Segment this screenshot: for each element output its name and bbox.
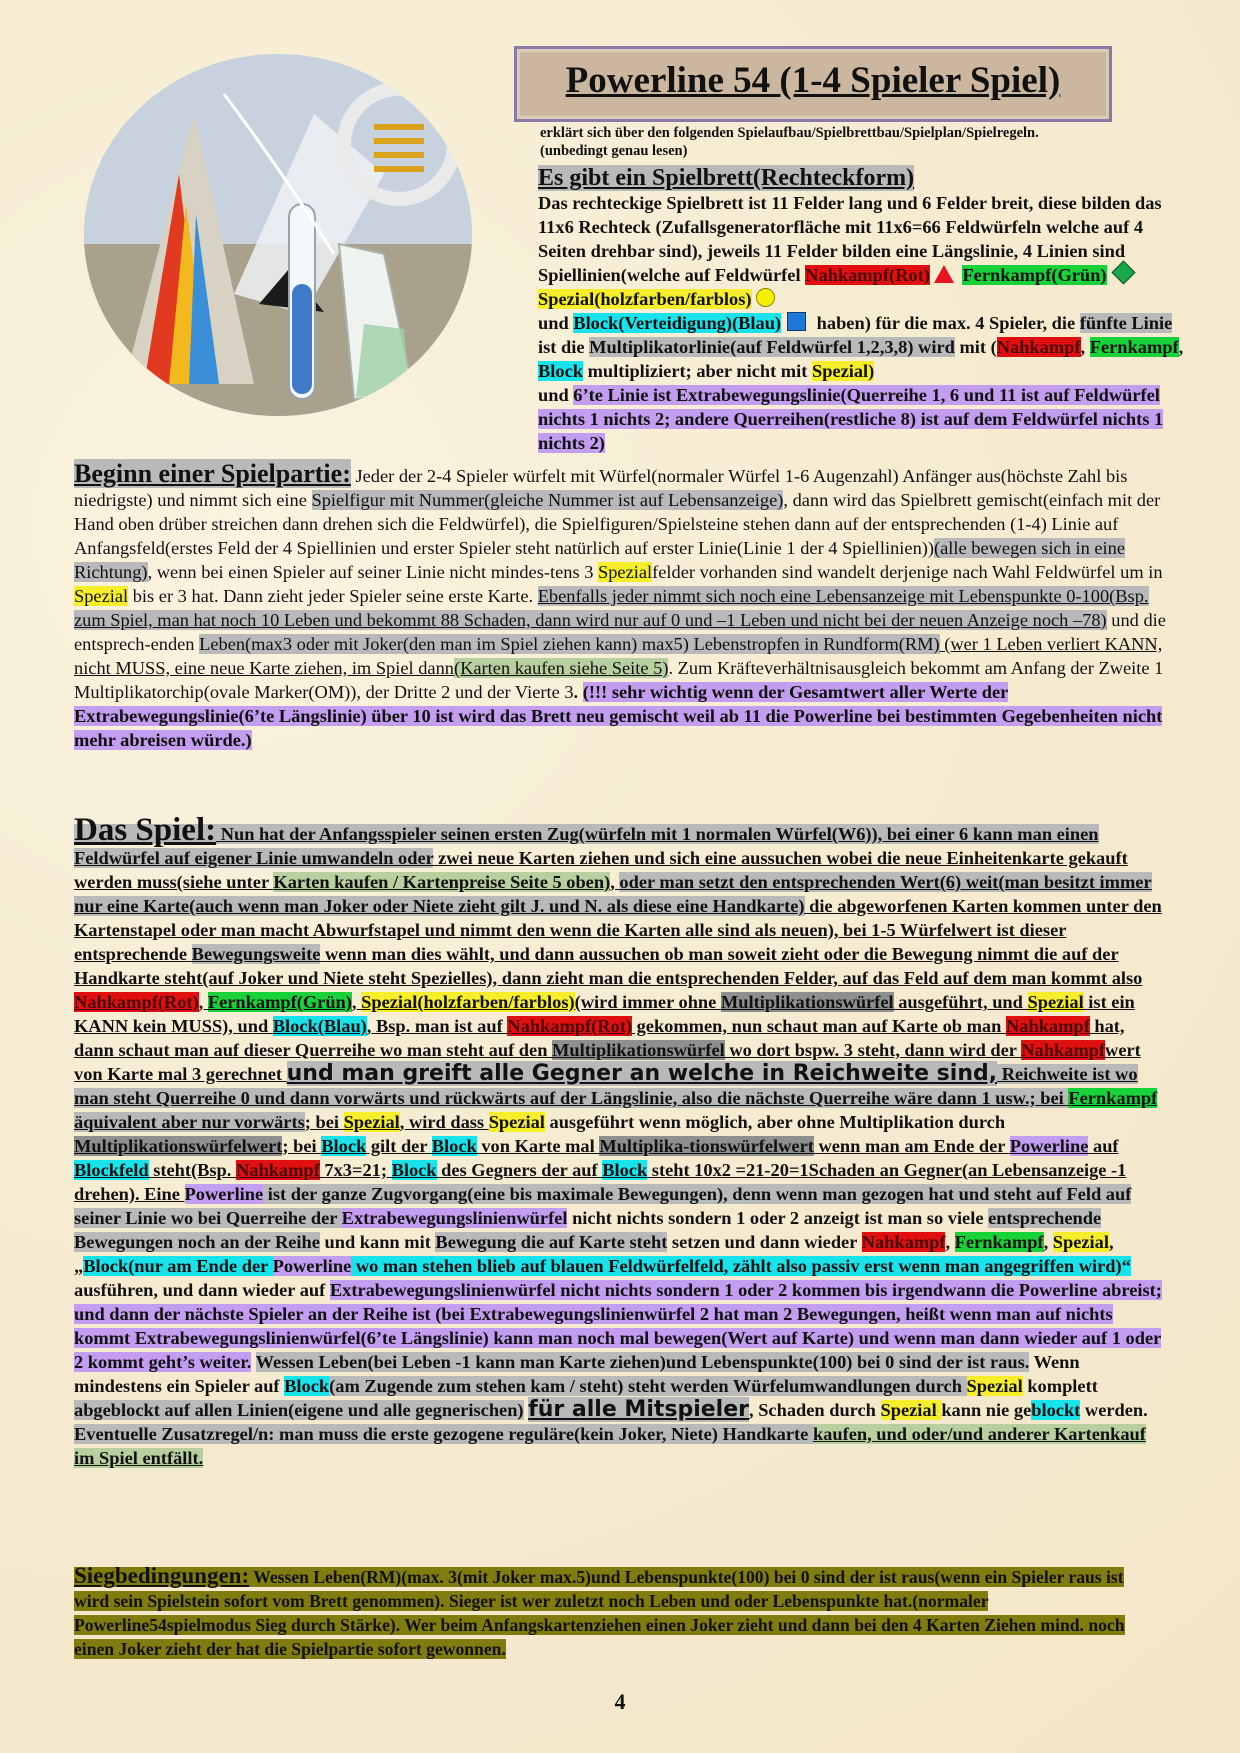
game-text-36: (am Zugende zum stehen kam / steht) steht werden Würfelumwandlungen durch <box>329 1376 967 1396</box>
red-triangle-icon <box>934 265 954 283</box>
game-text-9: , Bsp. man ist auf <box>366 1016 508 1036</box>
block-tag-2: Block <box>321 1136 367 1156</box>
game-text-6: (wird immer ohne <box>574 992 721 1012</box>
green-diamond-icon <box>1111 260 1135 284</box>
powerline-tag-3: Powerline <box>272 1256 352 1276</box>
title-box <box>514 46 1112 122</box>
board-text-4: mit ( <box>954 337 997 357</box>
game-text-12: wo dort bspw. 3 steht, dann wird der <box>724 1040 1022 1060</box>
game-text-32: , „ <box>74 1232 1114 1276</box>
extra-moves-text: entsprechende Bewegungen noch an der Reihe <box>74 1208 1102 1252</box>
game-text-4: die abgeworfenen Karten kommen unter den Kartenstapel oder man macht Abwurfstapel und nimmt den wenn die Karten alle sind als neuen), bei 1-5 Würfelwert ist dieser entsprechende <box>74 896 1162 964</box>
fernkampf-tag: Fernkampf(Grün) <box>207 992 352 1012</box>
game-or-2: oder man setzt den entsprechenden Wert(6) weit(man besitzt immer nur eine Karte(auch wenn man Joker oder Niete zieht gilt J. und N. als diese eine Handkarte) <box>74 872 1152 916</box>
life-display-text: Ebenfalls jeder nimmt sich noch eine Lebensanzeige mit Lebenspunkte 0-100(Bsp. zum Spiel, man hat noch 10 Leben und bekommt 88 Schaden, dann wird nur auf 0 und –1 Leben und nicht bei der neuen Anzeige noch –78) <box>74 586 1149 630</box>
comma: , <box>945 1232 955 1252</box>
game-text-11: hat, dann schaut man auf dieser Querreihe wo man steht auf den <box>74 1016 1125 1060</box>
nahkampf-tag-5: Nahkampf <box>235 1160 320 1180</box>
extra-rule-buy: kaufen, und oder/und anderer Kartenkauf im Spiel entfällt. <box>74 1424 1146 1468</box>
game-text-18: ausgeführt wenn möglich, aber ohne Multiplikation durch <box>544 1112 1006 1132</box>
board-heading: Es gibt ein Spielbrett(Rechteckform) <box>538 165 915 191</box>
multiplier-die-2: Multiplikationswürfel <box>552 1040 725 1060</box>
nahkampf-tag-3: Nahkampf <box>1005 1016 1090 1036</box>
nahkampf-tag-2: Nahkampf(Rot) <box>507 1016 632 1036</box>
board-text-5: multipliziert; aber nicht mit <box>582 361 812 381</box>
block-tag-5: Block <box>602 1160 648 1180</box>
start-heading: Beginn einer Spielpartie: <box>74 459 351 488</box>
start-text-1: Jeder der 2-4 Spieler würfelt mit Würfel(normaler Würfel 1-6 Augenzahl) Anfänger aus(höchste Zahl bis niedrigste) und nimmt sich eine <box>74 466 1128 510</box>
victory-section <box>74 1564 1144 1661</box>
buy-cards-text: (Karten kaufen siehe Seite 5) <box>453 658 669 678</box>
multiplier-value: Multiplikationswürfelwert <box>74 1136 283 1156</box>
life-drops-text: Leben(max3 oder mit Joker(den man im Spiel ziehen kann) max5) Lebenstropfen in Rundform(RM) <box>199 634 940 654</box>
nahkampf-tag-6: Nahkampf <box>861 1232 946 1252</box>
multiplier-die: Multiplikationswürfel <box>720 992 894 1012</box>
game-text-22: wenn man am Ende der <box>813 1136 1010 1156</box>
extra-rule-text: Eventuelle Zusatzregel/n: man muss die erste gezogene reguläre(kein Joker, Niete) Handkarte <box>74 1424 813 1444</box>
start-section <box>74 459 1166 752</box>
game-text-30: und kann mit <box>319 1232 436 1252</box>
block-tag-4: Block <box>391 1160 437 1180</box>
game-text-25: 7x3=21; <box>319 1160 392 1180</box>
game-text-37: komplett <box>1022 1376 1098 1396</box>
comma: , <box>1080 337 1090 357</box>
game-text-20: gilt der <box>366 1136 432 1156</box>
game-text-40: kann nie ge <box>941 1400 1032 1420</box>
spezial-word-2: Spezial <box>74 586 129 606</box>
victory-text: Wessen Leben(RM)(max. 3(mit Joker max.5)und Lebenspunkte(100) bei 0 sind der ist raus(wenn ein Spieler raus ist wird sein Spielstein sofort vom Brett genommen). Sieger ist wer zuletzt noch Leben und oder Lebenspunkte hat.(normaler Powerline54spielmodus Sieg durch Stärke). Wer beim Anfangskartenziehen einen Joker zieht und dann bei den 4 Karten Ziehen mind. noch einen Joker zieht der hat die Spielpartie sofort gewonnen. <box>74 1567 1125 1659</box>
game-text-41: werden. <box>1080 1400 1148 1420</box>
powerline-tag: Powerline <box>1009 1136 1089 1156</box>
blockfield-tag: Blockfeld <box>74 1160 149 1180</box>
board-text: Das rechteckige Spielbrett ist 11 Felder lang und 6 Felder breit, diese bilden das 11x6 Rechteck (Zufallsgeneratorfläche mit 11x6=66 Feldwürfeln welche auf 4 Seiten drehbar sind), jeweils 11 Felder bilden eine Längslinie, 4 Linien sind Spiellinien(welche auf Feldwürfel <box>538 193 1162 285</box>
blocked-all-lines: abgeblockt auf allen Linien(eigene und alle gegnerischen) <box>74 1400 524 1420</box>
nahkampf-label-2: Nahkampf <box>996 337 1081 357</box>
game-text-10: gekommen, nun schaut man auf Karte ob man <box>631 1016 1006 1036</box>
game-text-8: ist ein KANN kein MUSS), und <box>74 992 1135 1036</box>
spezial-tag-7: Spezial <box>880 1400 942 1420</box>
game-text-26: des Gegners der auf <box>436 1160 603 1180</box>
page-number: 4 <box>614 1689 626 1714</box>
game-text-21: von Karte mal <box>476 1136 600 1156</box>
movement-range: Bewegungsweite <box>191 944 321 964</box>
game-or: oder <box>398 848 434 868</box>
board-text-6: und <box>538 385 574 405</box>
game-text-23: auf <box>1088 1136 1119 1156</box>
nahkampf-label: Nahkampf(Rot) <box>805 265 930 285</box>
block-only-text-2: wo man stehen blieb auf blauen Feldwürfelfeld, zählt also passiv erst wenn man angegriffen wird)“ <box>351 1256 1131 1276</box>
game-text-1: Nun hat der Anfangsspieler seinen ersten Zug(würfeln mit 1 normalen Würfel(W6)), bei einer 6 kann man einen Feldwürfel auf eigener Linie umwandeln <box>74 824 1099 868</box>
extra-line-die-2: Extrabewegungslinienwürfel nicht nichts sondern 1 oder 2 kommen bis irgendwann die Powerline abreist; und dann der nächste Spieler an der Reihe ist (bei Extrabewegungslinienwürfel 2 hat man 2 Bewegungen, heißt wenn man auf nichts kommt Extrabewegungslinienwürfel(6’te Längslinie) kann man noch mal bewegen(Wert auf Karte) und wenn man dann wieder auf 1 oder 2 kommt geht’s weiter. <box>74 1280 1162 1372</box>
start-text-6: und die entsprech-enden <box>74 610 1166 654</box>
comma: , <box>198 992 208 1012</box>
fernkampf-label-2: Fernkampf <box>1089 337 1179 357</box>
blocked-word: blockt <box>1031 1400 1081 1420</box>
nahkampf-tag-4: Nahkampf <box>1021 1040 1106 1060</box>
game-text-16: ; bei <box>304 1112 344 1132</box>
game-text-17: , wird dass <box>399 1112 489 1132</box>
block-label-2: Block <box>538 361 583 381</box>
block-only-text: Block(nur am Ende der <box>83 1256 273 1276</box>
block-tag-6: Block <box>284 1376 330 1396</box>
yellow-circle-icon <box>756 288 775 307</box>
powerline-tag-2: Powerline <box>184 1184 264 1204</box>
direction-text: (alle bewegen sich in eine Richtung) <box>74 538 1125 582</box>
spezial-tag-6: Spezial <box>966 1376 1023 1396</box>
game-heading: Das Spiel: <box>74 812 217 848</box>
card-movement-text: Bewegung die auf Karte steht <box>435 1232 668 1252</box>
spezial-tag: Spezial(holzfarben/farblos) <box>361 992 575 1012</box>
prism-testtube-illustration <box>84 54 472 416</box>
game-text-13: wert von Karte mal 3 gerechnet <box>74 1040 1141 1084</box>
comma: , <box>1043 1232 1053 1252</box>
period: . <box>573 682 583 702</box>
page-title: Powerline 54 (1-4 Spieler Spiel) <box>565 60 1061 101</box>
spezial-tag-5: Spezial <box>1052 1232 1109 1252</box>
blue-square-icon <box>787 312 806 331</box>
comma: , <box>1178 337 1184 357</box>
start-text-5: bis er 3 hat. Dann zieht jeder Spieler seine erste Karte. <box>128 586 538 606</box>
game-section <box>74 812 1168 1470</box>
board-text-und: und <box>538 313 574 333</box>
subtitle: erklärt sich über den folgenden Spielaufbau/Spielbrettbau/Spielplan/Spielregeln.(unbedingt genau lesen) <box>540 125 1039 159</box>
fernkampf-tag-3: Fernkampf <box>954 1232 1044 1252</box>
game-text-31: setzen und dann wieder <box>667 1232 862 1252</box>
all-players-text: für alle Mitspieler <box>528 1397 749 1422</box>
spezial-word: Spezial <box>598 562 653 582</box>
game-text-28: ist der ganze Zugvorgang(eine bis maximale Bewegungen), denn wenn man gezogen hat und steht auf Feld auf seiner Linie wo bei Querreihe der <box>74 1184 1132 1228</box>
attack-all-text: und man greift alle Gegner an welche in Reichweite sind, <box>286 1061 998 1086</box>
block-label: Block(Verteidigung)(Blau) <box>573 313 782 333</box>
figure-text: Spielfigur mit Nummer(gleiche Nummer ist auf Lebensanzeige) <box>311 490 784 510</box>
game-text-33: ausführen, und dann wieder auf <box>74 1280 330 1300</box>
multiplier-line: Multiplikatorlinie(auf Feldwürfel 1,2,3,8) wird <box>589 337 955 357</box>
game-text-3: , <box>610 872 620 892</box>
board-section <box>538 166 1188 455</box>
multiplier-value-2: Multiplika-tionswürfelwert <box>599 1136 814 1156</box>
board-text-2: haben) für die max. 4 Spieler, die <box>812 313 1080 333</box>
spezial-tag-2: Spezial <box>1027 992 1084 1012</box>
game-text-39: , Schaden durch <box>749 1400 881 1420</box>
game-text-15: äquivalent aber nur vorwärts <box>74 1112 305 1132</box>
start-text-3: , wenn bei einen Spieler auf seiner Linie nicht mindes-tens 3 <box>147 562 598 582</box>
game-buy-cards: Karten kaufen / Kartenpreise Seite 5 oben) <box>273 872 611 892</box>
block-tag-3: Block <box>431 1136 477 1156</box>
elimination-text: Wessen Leben(bei Leben -1 kann man Karte ziehen)und Lebenspunkte(100) bei 0 sind der ist raus. <box>255 1352 1030 1372</box>
game-text-5: wenn man dies wählt, und dann aussuchen ob man soweit zieht oder die Bewegung nimmt die auf der Handkarte steht(auf Joker und Niete steht Spezielles), dann zieht man die entsprechenden Felder, auf das Feld auf dem man kommt also <box>74 944 1143 988</box>
spezial-tag-4: Spezial <box>488 1112 545 1132</box>
game-text-19: ; bei <box>282 1136 322 1156</box>
game-text-27: steht 10x2 =21-20=1Schaden an Gegner(an Lebensanzeige -1 drehen). Eine <box>74 1160 1127 1204</box>
fernkampf-label: Fernkampf(Grün) <box>962 265 1107 285</box>
spezial-tag-3: Spezial <box>343 1112 400 1132</box>
start-text-2: , dann wird das Spielbrett gemischt(einfach mit der Hand oben drüber streichen dann drehen sich die Feldwürfel), die Spielfiguren/Spielsteine stehen dann auf der entsprechenden (1-4) Linie auf Anfangsfeld(erstes Feld der 4 Spiellinien und erster Spieler steht natürlich auf erster Linie(Linie 1 der 4 Spiellinien)) <box>74 490 1161 558</box>
victory-heading: Siegbedingungen: <box>74 1563 250 1588</box>
fifth-line: fünfte Linie <box>1079 313 1173 333</box>
start-text-8: . Zum Kräfteverhältnisausgleich bekommt am Anfang der Zweite 1 Multiplikatorchip(ovale Marker(OM)), der Dritte 2 und der Vierte 3 <box>74 658 1164 702</box>
start-text-7: (wer 1 Leben verliert KANN, nicht MUSS, eine neue Karte ziehen, im Spiel dann <box>74 634 1163 678</box>
start-text-4: felder vorhanden sind wandelt derjenige nach Wahl Feldwürfel um in <box>652 562 1163 582</box>
comma: , <box>351 992 362 1012</box>
game-text-35: Wenn mindestens ein Spieler auf <box>74 1352 1080 1396</box>
important-note: (!!! sehr wichtig wenn der Gesamtwert aller Werte der Extrabewegungslinie(6’te Längslinie) über 10 ist wird das Brett neu gemischt weil ab 11 die Powerline bei bestimmten Gegebenheiten nicht mehr abreisen würde.) <box>74 682 1163 750</box>
game-text-24: steht(Bsp. <box>148 1160 236 1180</box>
nahkampf-tag: Nahkampf(Rot) <box>74 992 199 1012</box>
spezial-label: Spezial(holzfarben/farblos) <box>538 289 752 309</box>
game-text-14: Reichweite ist wo man steht Querreihe 0 und dann vorwärts und rückwärts auf der Längslinie, also die nächste Querreihe wäre dann 1 usw.; bei <box>74 1064 1138 1108</box>
game-text-29: nicht nichts sondern 1 oder 2 anzeigt ist man so viele <box>567 1208 989 1228</box>
game-text-7: ausgeführt, und <box>893 992 1028 1012</box>
fernkampf-tag-2: Fernkampf <box>1068 1088 1158 1108</box>
spezial-label-2: Spezial) <box>811 361 875 381</box>
block-tag: Block(Blau) <box>272 1016 367 1036</box>
board-text-3: ist die <box>538 337 590 357</box>
game-text-2: zwei neue Karten ziehen und sich eine aussuchen wobei die neue Einheitenkarte gekauft werden muss(siehe unter <box>74 848 1128 892</box>
extra-movement-line: 6’te Linie ist Extrabewegungslinie(Querreihe 1, 6 und 11 ist auf Feldwürfel nichts 1 nichts 2; andere Querreihen(restliche 8) ist auf dem Feldwürfel nichts 1 nichts 2) <box>538 385 1164 453</box>
extra-line-die: Extrabewegungslinienwürfel <box>341 1208 568 1228</box>
illustration-image <box>84 54 472 416</box>
